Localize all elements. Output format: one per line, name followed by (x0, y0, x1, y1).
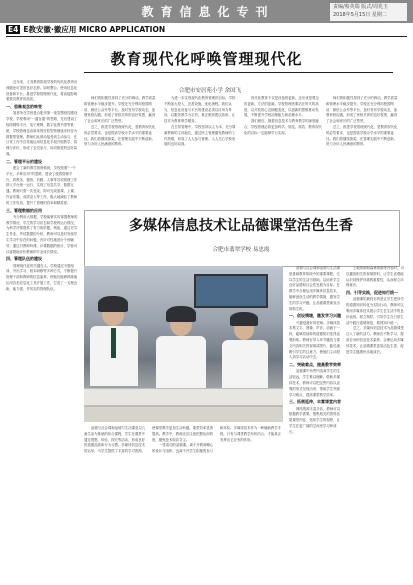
student-shirt (222, 340, 268, 392)
paragraph: 总之，推进学校管理现代化，是教育现代化的必然要求，也是提高学校办学水平的重要途径。我们将继续探索，在管理实践中不断创新，努力办好人民满意的教育。 (326, 124, 398, 147)
subheading: 四、引导实践，促进知行统一 (346, 290, 398, 296)
paragraph: 兴趣是最好的老师。多媒体技术集文字、图像、声音、动画于一体，能够将抽象的道德知识变得直观形象。教师在导入环节播放与课文内容相关的视频或图片，能迅速吸引学生的注意力，使他们主动投入到学习活动中去。 (289, 320, 341, 360)
projector-screen (194, 274, 268, 308)
paragraph: 管理现代化的关键在人。学校通过专题培训、外出学习、校本研修等多种方式，不断提升管理干部和教师的信息素养，使他们能够熟练地运用各类信息化工具开展工作，打造了一支理念新、能力强、作风实的管理队伍。 (6, 263, 78, 291)
article2-under-photo-text (84, 426, 283, 578)
desk (84, 406, 283, 422)
paragraph: 配合了新的教学管理系统，学校按照“一个平台、多种应用”的思路，建设了校园管理平台，将教务、德育、后勤、人事等各项管理工作纳入平台统一运行，实现了信息共享、数据互通。教师只需一次登录，即可完成备课、上课、作业布置、成绩录入等工作，极大地减轻了教师的工作负担，提升了管理的效率和精准度。 (6, 165, 78, 205)
article1-column-4 (244, 96, 322, 204)
paragraph: 师们的积极性得到了充分的调动，教学质量和管理水平稳步提升。学校还充分利用校园网站、微信公众号等平台，及时发布学校动态，加强家校沟通，形成了家校共育的良好氛围，赢得了社会和家长的广泛赞誉。 (84, 96, 156, 124)
header-banner (0, 0, 413, 23)
subheading: 三、拓展延伸，丰富课堂内容 (289, 399, 341, 405)
classroom-photo (84, 266, 283, 422)
subheading: 四、管理队伍的建设 (6, 256, 42, 262)
subheading: 三、管理数据的应用 (6, 207, 42, 213)
paragraph: 在日常管理中，学校坚持以人为本，充分尊重教师的主体地位，通过民主管理激发教师的工作热情，形成了人人参与管理、人人关心学校发展的良好局面。 (164, 124, 236, 147)
article1-title: 教育现代化呼唤管理现代化 (110, 50, 303, 68)
paragraph: 充分利用大数据，学校能够实时掌握教师的教学情况、学生的学习状态和学校的运行情况，为科学决策提供了有力的依据。例如，通过对学生作业、考试数据的分析，教师可以及时发现学生学习中存在的问题，有针对性地进行个别辅导；通过对教师听课、评课数据的统计，学校可以客观地评价教师的专业成长情况。 (6, 214, 78, 254)
date-box (330, 3, 407, 21)
article1-column-2 (84, 96, 158, 204)
date-line: 2018年5月15日 星期二 (333, 12, 387, 18)
student-hair (98, 296, 128, 312)
page-tag: E4 (8, 25, 19, 34)
paragraph: 我们相信，随着信息技术与教育教学的深度融合，学校管理必将更加科学、规范、高效，教育现代化的目标一定能够早日实现。 (244, 119, 322, 135)
paragraph: 品德与社会课和品德与生活课是基础教育阶段中的重要课程，它以学生的生活为基础，以培养学生良好品德和社会性发展为目标。在教学中合理运用多媒体信息技术，能够创设生动的教学情境，激发学生的学习兴趣，让品德课堂焕发出勃勃生机。 (289, 266, 341, 311)
title-rule (84, 72, 393, 73)
paragraph: 总之，多媒体信息技术为品德课堂注入了新的活力。教师应不断学习，提高自身的信息技术素养，合理运用多媒体技术，让品德课堂更加活色生香，促进学生健康快乐地成长。 (346, 326, 404, 354)
article2-middle-column (289, 266, 343, 578)
article1-column-3 (164, 96, 238, 204)
paragraph: 为进一步实现现代化教育管理的目标，学校不断加大投入，完善设施，优化流程。我们认为，信息化设备与平台的建设必须以应用为导向，以服务教学为宗旨，真正做到建以致用，让技术为教育教学服务。 (164, 96, 236, 124)
banner-title: 教育信息化专刊 (141, 5, 275, 19)
paragraph: 师们的积极性得到了充分的调动，教学质量和管理水平稳步提升。学校还充分利用校园网站、微信公众号等平台，及时发布学校动态，加强家校沟通，形成了家校共育的良好氛围，赢得了社会和家长的广泛赞誉。 (326, 96, 398, 124)
subheading: 一、创设情境，激发学习兴趣 (289, 313, 341, 319)
article2-right-column (346, 266, 404, 578)
article2-title: 多媒体信息技术让品德课堂活色生香 (129, 218, 353, 234)
article2-byline: 合肥市翡翠学校 易忠霞 (212, 247, 270, 253)
student-hair (166, 306, 196, 322)
paragraph: 总之，推进学校管理现代化，是教育现代化的必然要求，也是提高学校办学水平的重要途径。我们将继续探索，在管理实践中不断创新，努力办好人民满意的教育。 (84, 124, 156, 147)
editor-line: 责编/蔡英瑞 版式/周兆玉 (333, 4, 388, 10)
student-tie (111, 328, 116, 358)
subheading: 二、突破难点，提高教学效率 (289, 362, 341, 368)
paragraph: 土地资源和森林资源等内容时，可以播放相关的视频资料，让学生直观地认识到保护环境的重要性，从而树立环保意识。 (346, 266, 404, 288)
subheading: 二、管理平台的建设 (6, 158, 42, 164)
article1-column-5 (326, 96, 400, 204)
subheading: 一、思维观念的转变 (6, 104, 42, 110)
desk (84, 388, 283, 405)
paragraph: 一堂成功的品德课，离不开教师精心的设计与组织，也离不开学生积极的参与和体验。多媒体技术作为一种辅助教学手段，只有与课堂教学有机结合，才能真正发挥出它应有的作用。 (152, 426, 282, 454)
header-rule (6, 36, 407, 37)
article1-left-column (6, 80, 78, 578)
section-title (6, 25, 236, 35)
paragraph: 品德课的最终目的是让学生把所学的道德知识转化为实际行动。教师可以利用多媒体技术展示学生在生活中的良好表现，树立榜样，引导学生在日常生活中践行道德规范，做到知行统一。 (346, 297, 404, 325)
paragraph: 网络资源丰富多彩，教师可以根据教学需要，搜集相关的资料拓展课堂内容，拓宽学生的视野，让学生在更广阔的空间里学习和成长。 (289, 406, 341, 434)
paragraph: 现代化教育不仅是设备的更新，还应该是观念的更新、方法的更新。学校管理者要站在时代的高度，以开放的心态拥抱变化，以创新的思维推动发展，不断提升学校治理能力和治理水平。 (244, 96, 319, 118)
paragraph: 品德课中有些内容离学生的生活较远，学生难以理解。借助多媒体技术，教师可以把这些内容以直观的形式呈现出来，帮助学生突破学习难点，提高课堂教学效率。 (289, 369, 341, 397)
student-hair (230, 312, 258, 326)
section-name: E教安徽·徽应用 MICRO APPLICATION (23, 25, 166, 34)
student-shirt (156, 336, 206, 392)
paragraph: 近年来，义务教育阶段学校的现代化教育出现随处可见的良好态势。如何整合、使用信息化设备和平台、推进学校管理现代化，将直接影响着我们教育的品质。 (6, 80, 78, 102)
paragraph: 笔者所在学校是合肥市第一批智慧校园建设学校，学校利用“一通百通”的思路，先后建设了校园网络平台、电子班牌、数字化图书馆等系统，学校管理也由原来的经验型管理逐步转变为数据型管理。教师们从被动接受到主动参与，在日常工作中自觉地运用信息化手段开展教学、管理与评价，形成了全员参与、协同推进的良好局面。 (6, 111, 78, 156)
article1-byline: 合肥市安居苑小学 余国飞 (178, 88, 242, 94)
paragraph: 品德与社会课和品德与生活课是以儿童生活为基础的综合课程，学生在课堂中通过观察、体验、探究等活动，形成良好的道德品质和行为习惯。多媒体信息技术的运用，为学生提供了丰富的学习资源，使课堂教学更加生动有趣，课堂效率显著提高。教学中，教师还应注意把握运用的度，避免技术喧宾夺主。 (84, 426, 214, 454)
